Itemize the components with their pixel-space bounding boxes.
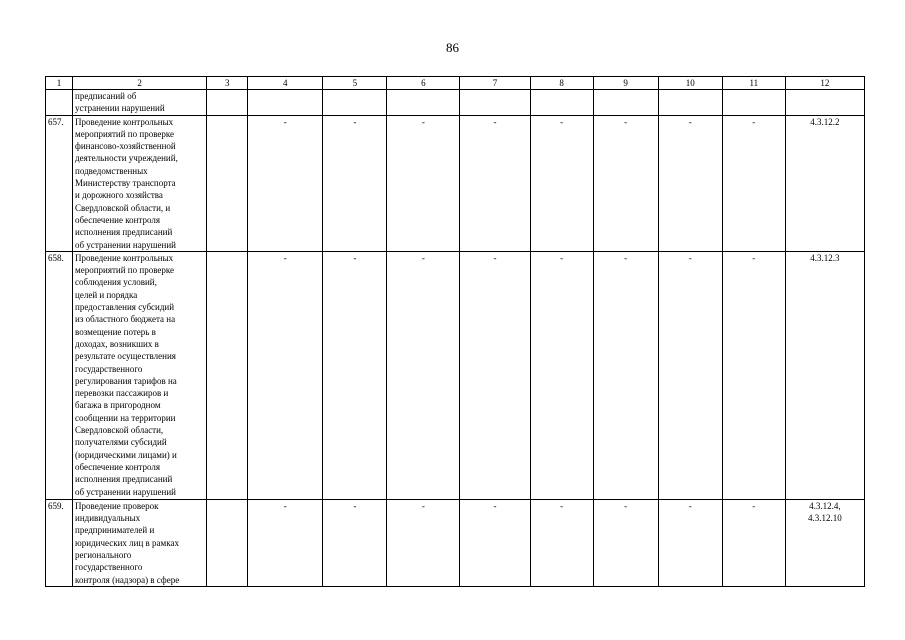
table-cell: -	[658, 251, 722, 499]
table-cell: -	[460, 499, 530, 586]
table-cell	[722, 90, 785, 116]
row-code: 4.3.12.3	[785, 251, 864, 499]
column-header: 2	[73, 77, 207, 90]
table-cell: -	[593, 499, 658, 586]
row-description: Проведение проверок индивидуальных предпринимателей и юридических лиц в рамках регионального государственного контроля (надзора) в сфере	[73, 499, 207, 586]
table-row	[46, 251, 865, 499]
table-cell	[530, 90, 593, 116]
table-cell	[593, 90, 658, 116]
table-cell: -	[530, 115, 593, 251]
table-cell: -	[460, 251, 530, 499]
table-cell	[207, 90, 248, 116]
table-cell: -	[323, 251, 387, 499]
table-cell	[387, 90, 460, 116]
column-header: 8	[530, 77, 593, 90]
column-header: 7	[460, 77, 530, 90]
column-header: 1	[46, 77, 73, 90]
row-description: Проведение контрольных мероприятий по проверке соблюдения условий, целей и порядка предоставления субсидий из областного бюджета на возмещение потерь в доходах, возникших в результате осуществления государственного регулирования тарифов на перевозки пассажиров и багажа в пригородном сообщении на территории Свердловской области, получателями субсидий (юридическими лицами) и обеспечение контроля исполнения предписаний об устранении нарушений	[73, 251, 207, 499]
row-number: 659.	[46, 499, 73, 586]
table-cell: -	[530, 499, 593, 586]
table-cell	[658, 90, 722, 116]
table-cell	[207, 499, 248, 586]
table-cell: -	[387, 499, 460, 586]
column-header: 5	[323, 77, 387, 90]
data-table	[45, 76, 865, 587]
table-row	[46, 499, 865, 586]
table-cell	[460, 90, 530, 116]
table-cell: -	[387, 251, 460, 499]
row-number	[46, 90, 73, 116]
table-cell: -	[530, 251, 593, 499]
table-row	[46, 115, 865, 251]
column-header: 11	[722, 77, 785, 90]
table-cell: -	[722, 251, 785, 499]
table-row	[46, 90, 865, 116]
table-cell: -	[387, 115, 460, 251]
table-cell: -	[593, 115, 658, 251]
row-description: Проведение контрольных мероприятий по проверке финансово-хозяйственной деятельности учреждений, подведомственных Министерству транспорта и дорожного хозяйства Свердловской области, и обеспечение контроля исполнения предписаний об устранении нарушений	[73, 115, 207, 251]
table-cell: -	[658, 115, 722, 251]
row-code: 4.3.12.2	[785, 115, 864, 251]
table-cell: -	[460, 115, 530, 251]
table-cell: -	[323, 115, 387, 251]
row-number: 657.	[46, 115, 73, 251]
table-cell	[248, 90, 323, 116]
table-cell: -	[248, 115, 323, 251]
column-header: 6	[387, 77, 460, 90]
header-row	[46, 77, 865, 90]
table-cell	[207, 115, 248, 251]
row-description: предписаний об устранении нарушений	[73, 90, 207, 116]
column-header: 12	[785, 77, 864, 90]
column-header: 10	[658, 77, 722, 90]
table-cell: -	[593, 251, 658, 499]
table-cell: -	[722, 499, 785, 586]
column-header: 9	[593, 77, 658, 90]
table-cell: -	[248, 499, 323, 586]
table-cell: -	[248, 251, 323, 499]
column-header: 4	[248, 77, 323, 90]
column-header: 3	[207, 77, 248, 90]
row-code: 4.3.12.4, 4.3.12.10	[785, 499, 864, 586]
table-cell	[323, 90, 387, 116]
table-cell	[207, 251, 248, 499]
table-cell: -	[658, 499, 722, 586]
table-cell: -	[323, 499, 387, 586]
page-number: 86	[446, 40, 459, 55]
table-cell: -	[722, 115, 785, 251]
row-number: 658.	[46, 251, 73, 499]
row-code	[785, 90, 864, 116]
